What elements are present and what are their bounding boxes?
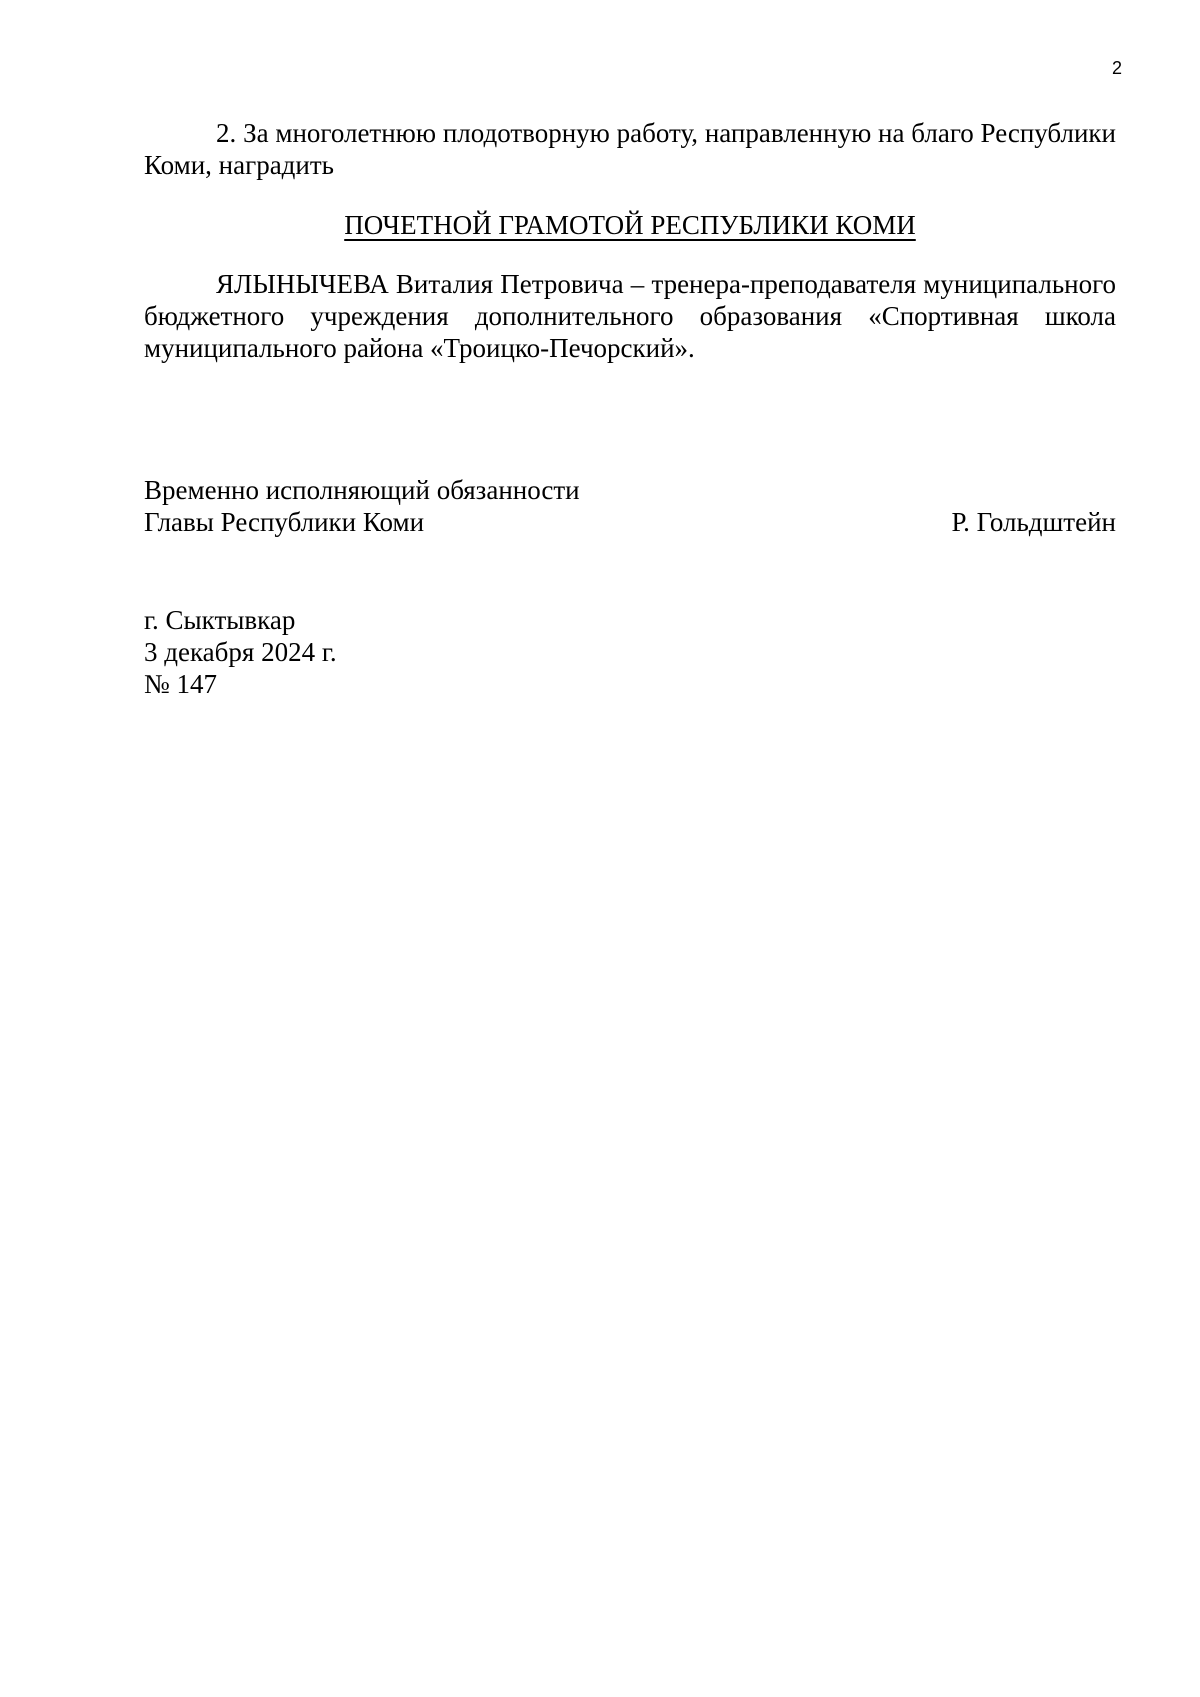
- award-title: [144, 209, 1116, 241]
- signatory-position-line-2: Главы Республики Коми: [144, 507, 425, 537]
- signature-row: [144, 506, 1116, 538]
- document-footer: [144, 604, 337, 700]
- signature-block: [144, 474, 1116, 538]
- document-body: [144, 117, 1116, 364]
- document-number: № 147: [144, 669, 218, 699]
- paragraph-award-recipient: ЯЛЫНЫЧЕВА Виталия Петровича – тренера-преподавателя муниципального бюджетного учреждения дополнительного образования «Спортивная школа муниципального района «Троицко-Печорский».: [144, 269, 1116, 363]
- page-number: 2: [1111, 58, 1122, 78]
- signatory-name: Р. Гольдштейн: [951, 507, 1116, 537]
- paragraph-award-reason: 2. За многолетнюю плодотворную работу, направленную на благо Республики Коми, наградить: [144, 118, 1116, 180]
- document-date: 3 декабря 2024 г.: [144, 637, 337, 667]
- signatory-position-line-1: Временно исполняющий обязанности: [144, 475, 580, 505]
- award-title-text: ПОЧЕТНОЙ ГРАМОТОЙ РЕСПУБЛИКИ КОМИ: [344, 210, 916, 240]
- document-city: г. Сыктывкар: [144, 605, 296, 635]
